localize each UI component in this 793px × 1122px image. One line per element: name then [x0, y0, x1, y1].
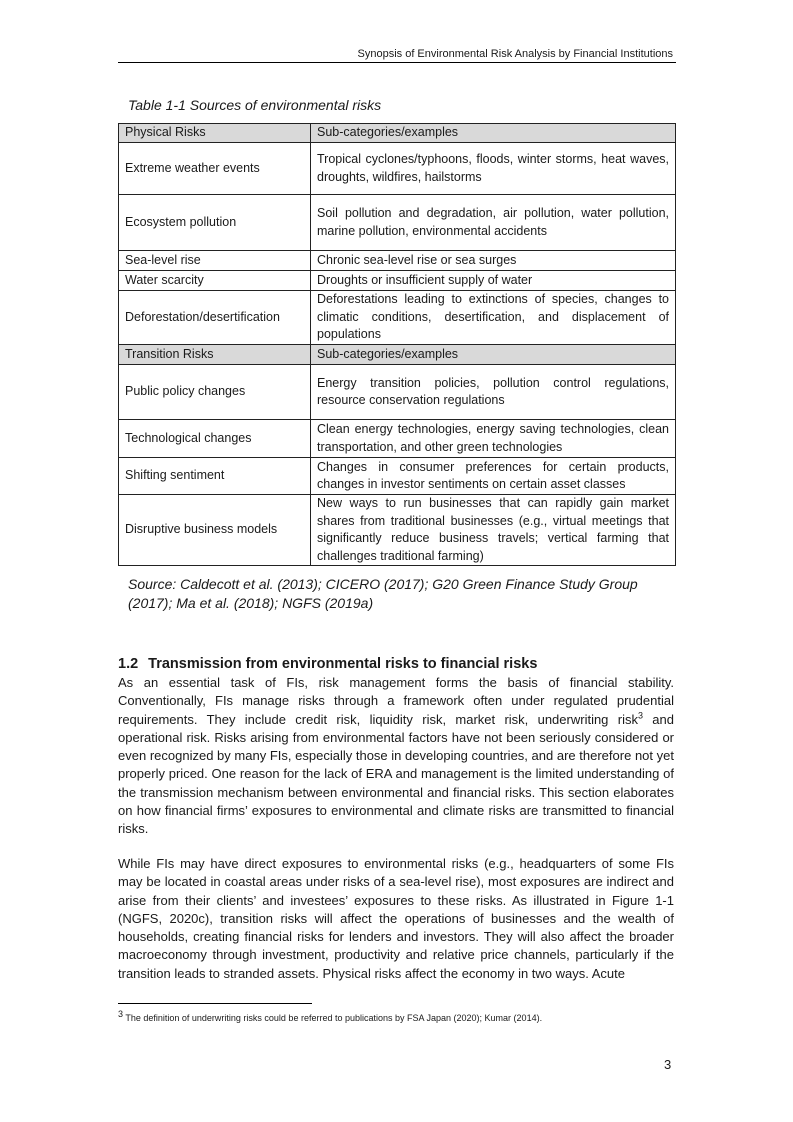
risk-category-cell: Public policy changes: [119, 365, 311, 420]
table-row: [119, 365, 676, 420]
table-header-row: [119, 124, 676, 143]
table-row: [119, 195, 676, 251]
section-title: Transmission from environmental risks to financial risks: [148, 656, 538, 672]
table-row: [119, 291, 676, 345]
body-paragraph: While FIs may have direct exposures to environmental risks (e.g., headquarters of some FIs may be located in coastal areas under risks of a sea-level rise), most exposures are indirect and arise from their clients’ and investees’ exposures to these risks. As illustrated in Figure 1-1 (NGFS, 2020c), transition risks will affect the operations of businesses and the wealth of households, creating financial risks for lenders and investors. They will also affect the broader macroeconomy through investment, productivity and relative price channels, particularly if the transition leads to stranded assets. Physical risks affect the economy in two ways. Acute: [118, 856, 674, 981]
table-row: [119, 495, 676, 566]
footnote-marker: 3: [118, 1009, 124, 1019]
table-header-cell: Physical Risks: [119, 124, 311, 143]
table-row: [119, 251, 676, 271]
risk-category-cell: Sea-level rise: [119, 251, 311, 271]
table-header-cell: Sub-categories/examples: [311, 345, 676, 365]
risk-example-cell: Changes in consumer preferences for certain products, changes in investor sentiments on certain asset classes: [311, 458, 676, 495]
risk-category-cell: Water scarcity: [119, 271, 311, 291]
risk-example-cell: Tropical cyclones/typhoons, floods, winter storms, heat waves, droughts, wildfires, hailstorms: [311, 143, 676, 195]
table-row: [119, 271, 676, 291]
risk-example-cell: Energy transition policies, pollution control regulations, resource conservation regulations: [311, 365, 676, 420]
table-row: [119, 143, 676, 195]
table-header-cell: Transition Risks: [119, 345, 311, 365]
page-number: 3: [664, 1057, 672, 1072]
risk-category-cell: Deforestation/desertification: [119, 291, 311, 345]
paragraph-text: As an essential task of FIs, risk management forms the basis of financial stability. Conventionally, FIs manage risks through a framework often under regulated prudential requirements. They include credit risk, liquidity risk, market risk, underwriting risk: [118, 675, 674, 727]
risk-category-cell: Ecosystem pollution: [119, 195, 311, 251]
footnote-reference[interactable]: 3: [637, 710, 643, 721]
running-header-title: Synopsis of Environmental Risk Analysis by Financial Institutions: [357, 48, 673, 60]
risk-example-cell: Clean energy technologies, energy saving technologies, clean transportation, and other green technologies: [311, 420, 676, 458]
risk-category-cell: Extreme weather events: [119, 143, 311, 195]
table-row: [119, 420, 676, 458]
table-caption: Table 1-1 Sources of environmental risks: [128, 97, 382, 113]
risk-example-cell: Soil pollution and degradation, air pollution, water pollution, marine pollution, environmental accidents: [311, 195, 676, 251]
table-row: [119, 458, 676, 495]
risk-category-cell: Shifting sentiment: [119, 458, 311, 495]
section-heading: [118, 656, 537, 672]
risk-example-cell: Droughts or insufficient supply of water: [311, 271, 676, 291]
footnote: [118, 1009, 543, 1023]
paragraph-text: and operational risk. Risks arising from environmental factors have not been seriously considered or even recognized by many FIs, especially those in developing countries, and are therefore not yet properly priced. One reason for the lack of ERA and management is the limited understanding of the transmission mechanism between environmental and financial risks. This section elaborates on how financial firms’ exposures to environmental and climate risks are transmitted to financial risks.: [118, 711, 674, 837]
footnote-text: The definition of underwriting risks could be referred to publications by FSA Japan (2020); Kumar (2014).: [123, 1013, 543, 1023]
risk-example-cell: New ways to run businesses that can rapidly gain market shares from traditional businesses (e.g., virtual meetings that significantly reduce business travels; vertical farming that challenges traditional farming): [311, 495, 676, 566]
risk-category-cell: Disruptive business models: [119, 495, 311, 566]
table-source-note: Source: Caldecott et al. (2013); CICERO (2017); G20 Green Finance Study Group (2017); Ma et al. (2018); NGFS (2019a): [128, 576, 638, 611]
section-number: 1.2: [118, 656, 139, 672]
table-header-cell: Sub-categories/examples: [311, 124, 676, 143]
header-rule: [118, 62, 676, 63]
risk-category-cell: Technological changes: [119, 420, 311, 458]
environmental-risks-table: [118, 123, 676, 566]
risk-example-cell: Deforestations leading to extinctions of species, changes to climatic conditions, desertification, and displacement of populations: [311, 291, 676, 345]
footnote-rule: [118, 1003, 312, 1004]
body-paragraph: [118, 674, 674, 839]
risk-example-cell: Chronic sea-level rise or sea surges: [311, 251, 676, 271]
table-header-row: [119, 345, 676, 365]
